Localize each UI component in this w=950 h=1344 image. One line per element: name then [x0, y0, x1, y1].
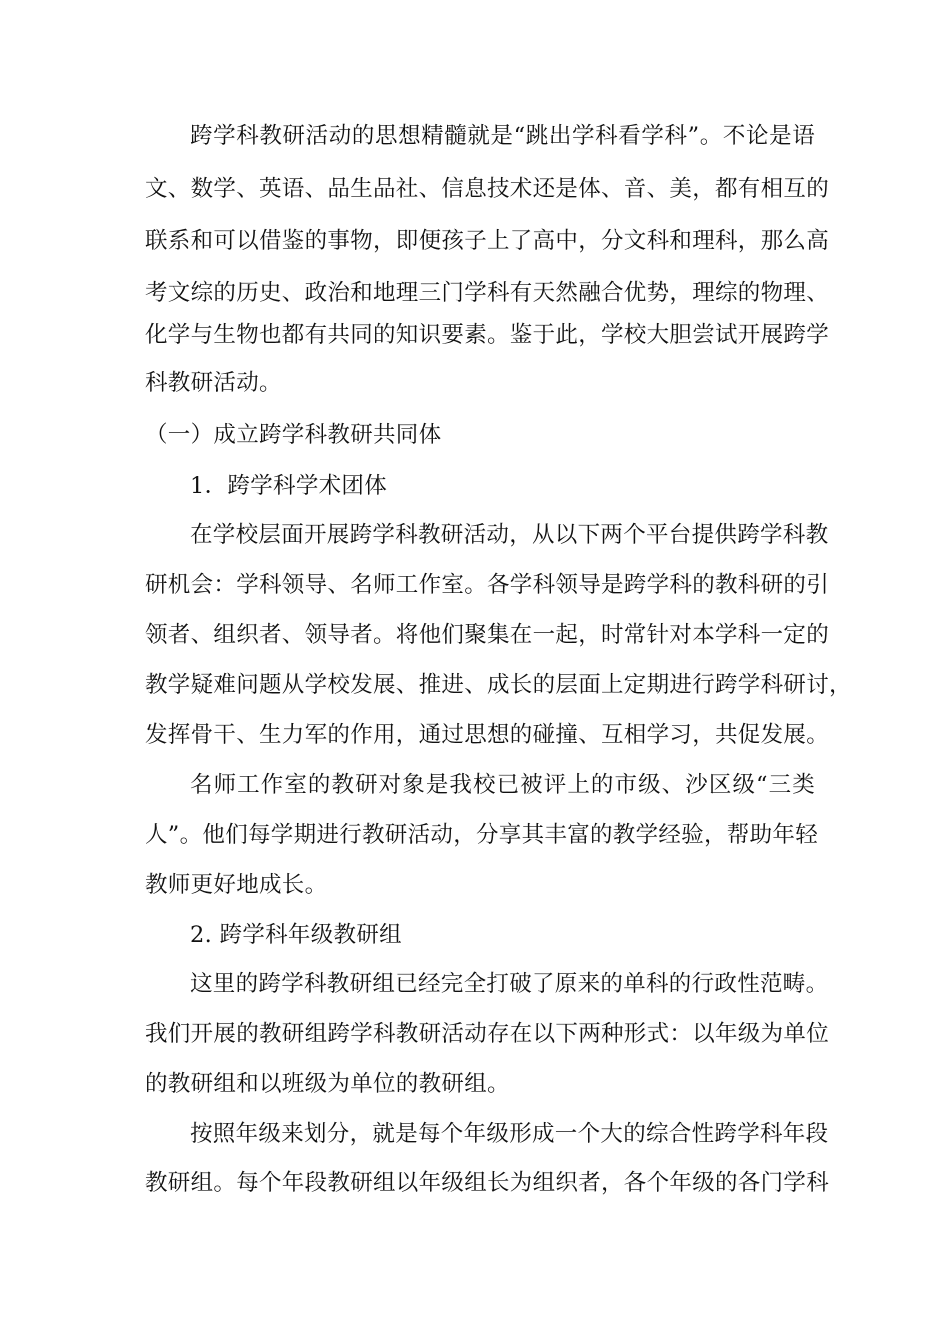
paragraph-2-line-2: 研机会：学科领导、名师工作室。各学科领导是跨学科的教科研的引 [145, 572, 830, 598]
paragraph-1-line-3: 联系和可以借鉴的事物，即便孩子上了高中，分文科和理科，那么高 [145, 228, 830, 254]
paragraph-1-line-5: 化学与生物也都有共同的知识要素。鉴于此，学校大胆尝试开展跨学 [145, 322, 830, 348]
section-heading: （一）成立跨学科教研共同体 [145, 422, 442, 448]
paragraph-5-line-2: 教研组。每个年段教研组以年级组长为组织者，各个年级的各门学科 [145, 1170, 830, 1196]
paragraph-1-line-6: 科教研活动。 [145, 370, 282, 396]
paragraph-1-line-1: 跨学科教研活动的思想精髓就是“跳出学科看学科”。不论是语 [190, 123, 815, 149]
paragraph-5-line-1: 按照年级来划分，就是每个年级形成一个大的综合性跨学科年段 [190, 1121, 829, 1147]
paragraph-3-line-3: 教师更好地成长。 [145, 872, 328, 898]
paragraph-2-line-4: 教学疑难问题从学校发展、推进、成长的层面上定期进行跨学科研讨， [145, 672, 852, 698]
paragraph-4-line-2: 我们开展的教研组跨学科教研活动存在以下两种形式：以年级为单位 [145, 1021, 830, 1047]
paragraph-4-line-1: 这里的跨学科教研组已经完全打破了原来的单科的行政性范畴。 [190, 971, 829, 997]
paragraph-2-line-1: 在学校层面开展跨学科教研活动，从以下两个平台提供跨学科教 [190, 522, 829, 548]
paragraph-3-line-1: 名师工作室的教研对象是我校已被评上的市级、沙区级“三类 [190, 772, 815, 798]
paragraph-4-line-3: 的教研组和以班级为单位的教研组。 [145, 1071, 510, 1097]
paragraph-2-line-3: 领者、组织者、领导者。将他们聚集在一起，时常针对本学科一定的 [145, 622, 830, 648]
paragraph-3-line-2: 人”。他们每学期进行教研活动，分享其丰富的教学经验，帮助年轻 [145, 822, 819, 848]
subheading-1: 1．跨学科学术团体 [190, 473, 388, 499]
subheading-2: 2. 跨学科年级教研组 [190, 922, 402, 948]
paragraph-2-line-5: 发挥骨干、生力军的作用，通过思想的碰撞、互相学习，共促发展。 [145, 722, 830, 748]
paragraph-1-line-2: 文、数学、英语、品生品社、信息技术还是体、音、美，都有相互的 [145, 176, 830, 202]
paragraph-1-line-4: 考文综的历史、政治和地理三门学科有天然融合优势，理综的物理、 [145, 280, 830, 306]
